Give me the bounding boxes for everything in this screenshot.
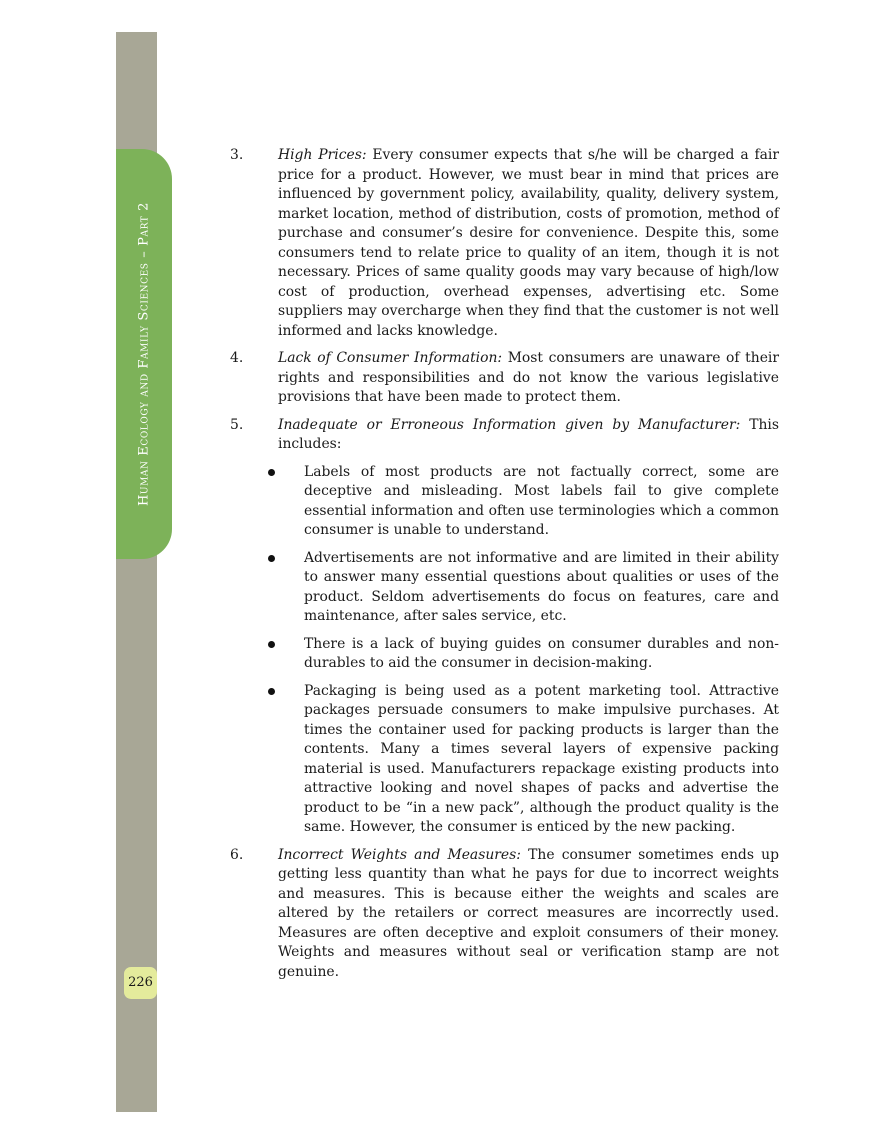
bullet-icon <box>268 641 275 648</box>
item-heading: Inadequate or Erroneous Information given by Manufacturer: <box>278 416 741 433</box>
running-title-text: Human Ecology and Family Sciences – Part 2 <box>136 202 152 506</box>
list-item-3 <box>230 146 779 341</box>
item-heading: Lack of Consumer Information: <box>278 350 503 366</box>
bullet-icon <box>268 688 275 695</box>
bullet-list <box>230 463 779 838</box>
list-item-5 <box>230 416 779 455</box>
item-number: 4. <box>230 350 244 366</box>
bullet-text: Packaging is being used as a potent marketing tool. Attractive packages persuade consumers to make impulsive purchases. At times the container used for packing products is larger than the contents. Many a times several layers of expensive packing material is used. Manufacturers repackage existing products into attractive looking and novel shapes of packs and advertise the product to be “in a new pack”, although the product quality is the same. However, the consumer is enticed by the new packing. <box>304 682 779 835</box>
item-text: Most consumers are unaware of their rights and responsibilities and do not know the various legislative provisions that have been made to protect them. <box>278 350 779 405</box>
bullet-item <box>230 549 779 627</box>
item-number: 6. <box>230 846 244 863</box>
bullet-item <box>230 635 779 674</box>
bullet-text: Labels of most products are not factually correct, some are deceptive and misleading. Most labels fail to give complete essential information and often use terminologies which a common consumer is unable to understand. <box>304 463 779 538</box>
item-text: This includes: <box>278 416 779 452</box>
bullet-text: There is a lack of buying guides on consumer durables and non-durables to aid the consumer in decision-making. <box>304 635 779 671</box>
item-text: The consumer sometimes ends up getting less quantity than what he pays for due to incorrect weights and measures. This is because either the weights and scales are altered by the retailers or correct measures are incorrectly used. Measures are often deceptive and exploit consumers of their money. Weights and measures without seal or verification stamp are not genuine. <box>278 846 779 980</box>
item-heading: Incorrect Weights and Measures: <box>278 846 521 863</box>
item-number: 5. <box>230 416 244 433</box>
bullet-item <box>230 463 779 541</box>
bullet-text: Advertisements are not informative and are limited in their ability to answer many essential questions about qualities or uses of the product. Seldom advertisements do focus on features, care and maintenance, after sales service, etc. <box>304 549 779 624</box>
item-text: Every consumer expects that s/he will be charged a fair price for a product. However, we must bear in mind that prices are influenced by government policy, availability, quality, delivery system, market location, method of distribution, costs of promotion, method of purchase and consumer’s desire for convenience. Despite this, some consumers tend to relate price to quality of an item, though it is not necessary. Prices of same quality goods may vary because of high/low cost of production, overhead expenses, advertising etc. Some suppliers may overcharge when they find that the customer is not well informed and lacks knowledge. <box>278 147 779 339</box>
list-item-4 <box>230 349 779 408</box>
page-content <box>230 146 779 990</box>
list-item-6 <box>230 846 779 983</box>
bullet-icon <box>268 555 275 562</box>
bullet-icon <box>268 469 275 476</box>
page-number: 226 <box>124 967 157 999</box>
item-heading: High Prices: <box>278 147 367 163</box>
item-number: 3. <box>230 147 244 163</box>
bullet-item <box>230 682 779 838</box>
